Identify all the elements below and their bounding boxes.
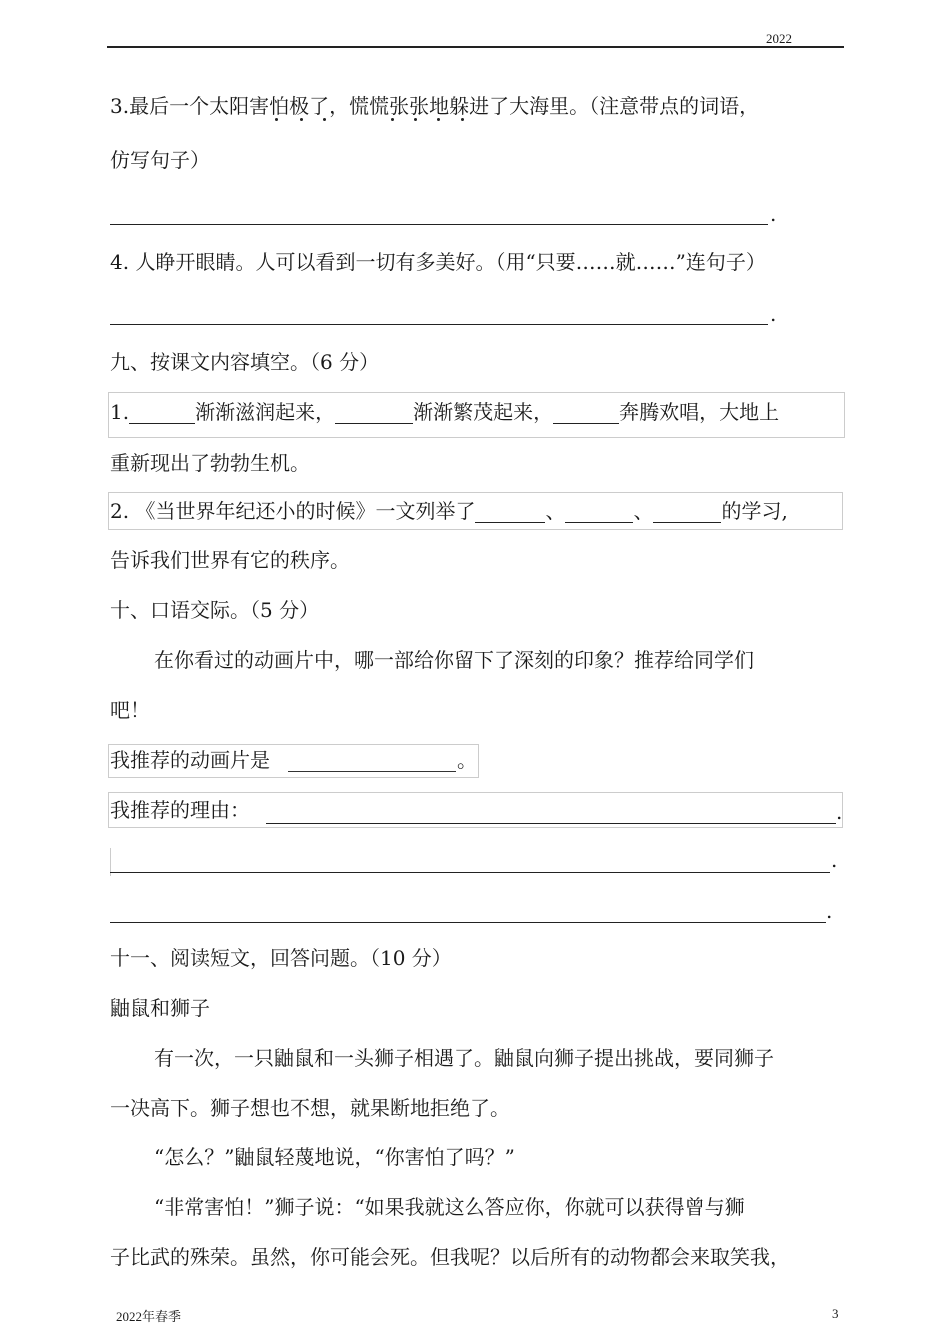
- section9-item1-line1: [110, 400, 779, 424]
- reason-answer-line-2[interactable]: [110, 852, 830, 873]
- section10-title: 十、口语交际。（5 分）: [110, 598, 320, 622]
- reason-label: 我推荐的理由：: [110, 798, 250, 822]
- emphasis-dot: [300, 118, 303, 121]
- section9-item1-line2: 重新现出了勃勃生机。: [110, 451, 310, 475]
- recommend-answer-line[interactable]: [288, 751, 456, 772]
- section10-prompt-line1: 在你看过的动画片中，哪一部给你留下了深刻的印象？推荐给同学们: [154, 648, 754, 672]
- emphasis-dot: [414, 118, 417, 121]
- header-rule: [107, 46, 844, 48]
- story-para1-line2: 一决高下。狮子想也不想，就果断地拒绝了。: [110, 1096, 510, 1120]
- section9-item2-line2: 告诉我们世界有它的秩序。: [110, 548, 350, 572]
- item1-part3: 奔腾欢唱，大地上: [619, 400, 780, 424]
- item2-blank-3[interactable]: [653, 502, 721, 523]
- reason-answer-line-3[interactable]: [110, 902, 826, 923]
- section11-title: 十一、阅读短文，回答问题。（10 分）: [110, 946, 452, 970]
- story-para3-line1: “非常害怕！”狮子说：“如果我就这么答应你，你就可以获得曾与狮: [154, 1195, 745, 1219]
- q3-text-c: 地躲进了大海里。（注意带点的词语，: [429, 94, 760, 118]
- item1-part1: 渐渐滋润起来，: [195, 400, 336, 424]
- item2-sep2: 、: [633, 499, 654, 523]
- reason-end-mark-2: .: [831, 848, 838, 872]
- item2-part2: 的学习,: [721, 499, 788, 523]
- q3-emphasis-2: 慌慌张张: [349, 94, 430, 118]
- q3-answer-line[interactable]: [110, 204, 768, 225]
- reason-answer-line-1[interactable]: [266, 803, 836, 824]
- footer-page-number: 3: [832, 1306, 839, 1321]
- q3-line2: 仿写句子）: [110, 148, 210, 172]
- section9-title: 九、按课文内容填空。（6 分）: [110, 350, 380, 374]
- q4-answer-line[interactable]: [110, 304, 768, 325]
- q3-emphasis-1: 害怕极: [249, 94, 310, 118]
- reason-end-mark-1: .: [836, 800, 843, 824]
- section10-prompt-line2: 吧！: [110, 698, 150, 722]
- story-para1-line1: 有一次，一只鼬鼠和一头狮子相遇了。鼬鼠向狮子提出挑战，要同狮子: [154, 1046, 774, 1070]
- recommend-end: 。: [457, 748, 477, 772]
- footer-left: 2022年春季: [116, 1309, 182, 1324]
- section9-item2-line1: [110, 499, 788, 523]
- reason-end-mark-3: .: [826, 899, 833, 923]
- item2-blank-1[interactable]: [475, 502, 545, 523]
- q3-line1: [110, 94, 759, 118]
- q4-line1: 4. 人睁开眼睛。人可以看到一切有多美好。（用“只要……就……”连句子）: [110, 250, 766, 274]
- emphasis-dot: [461, 118, 464, 121]
- item1-blank-3[interactable]: [553, 403, 619, 424]
- q3-text-a: 3.最后一个太阳: [110, 94, 250, 118]
- story-para3-line2: 子比武的殊荣。虽然，你可能会死。但我呢？以后所有的动物都会来取笑我，: [110, 1245, 790, 1269]
- item1-part2: 渐渐繁茂起来，: [413, 400, 554, 424]
- item1-blank-1[interactable]: [129, 403, 195, 424]
- item1-number: 1.: [110, 400, 130, 424]
- emphasis-dot: [275, 118, 278, 121]
- header-year: 2022: [766, 31, 792, 46]
- emphasis-dot: [437, 118, 440, 121]
- q3-text-b: 了，: [309, 94, 350, 118]
- item2-part1: 2. 《当世界年纪还小的时候》一文列举了: [110, 499, 476, 523]
- q4-end-mark: .: [770, 302, 777, 326]
- story-title: 鼬鼠和狮子: [110, 996, 210, 1020]
- recommend-label: 我推荐的动画片是: [110, 748, 270, 772]
- item1-blank-2[interactable]: [335, 403, 413, 424]
- emphasis-dot: [323, 118, 326, 121]
- q3-end-mark: .: [770, 202, 777, 226]
- item2-sep1: 、: [545, 499, 566, 523]
- emphasis-dot: [391, 118, 394, 121]
- story-para2: “怎么？”鼬鼠轻蔑地说，“你害怕了吗？”: [154, 1145, 515, 1169]
- item2-blank-2[interactable]: [565, 502, 633, 523]
